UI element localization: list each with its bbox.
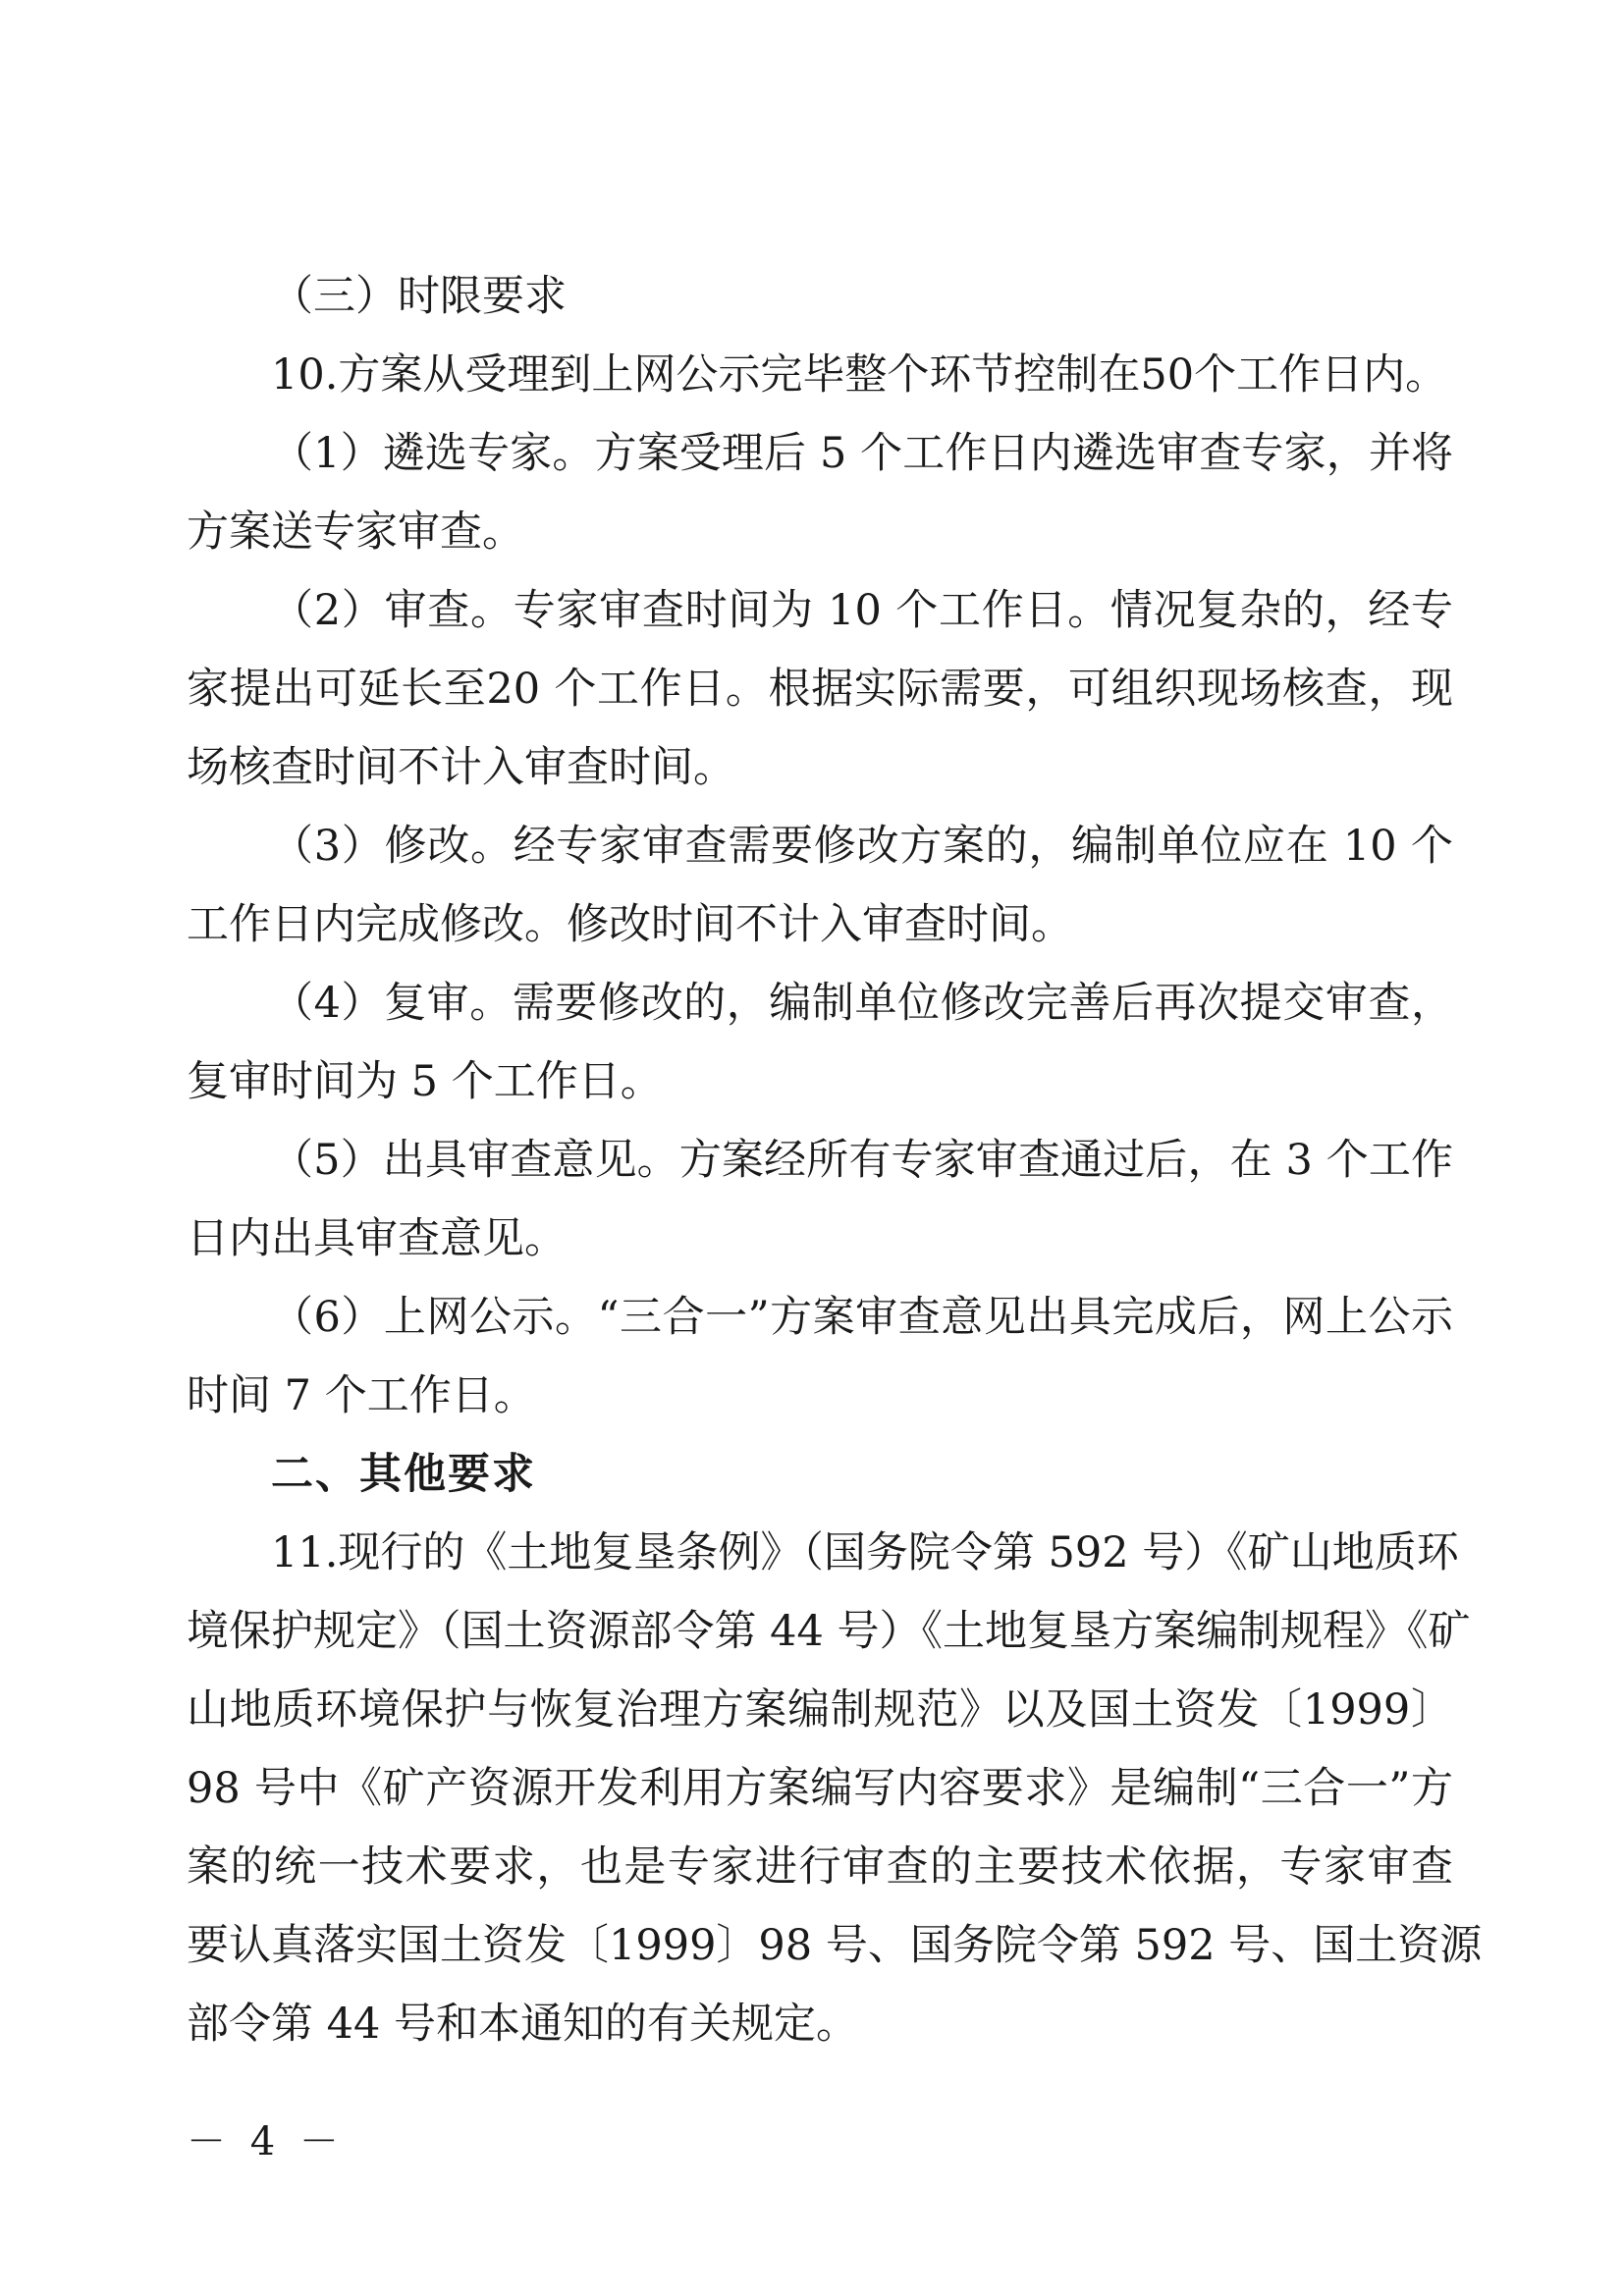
paragraph-sub-5-line-2: 日内出具审查意见。 — [187, 1214, 567, 1263]
paragraph-sub-4-line-2: 复审时间为 5 个工作日。 — [187, 1057, 663, 1106]
paragraph-sub-1-line-2: 方案送专家审查。 — [187, 507, 524, 557]
paragraph-item-11-line-3: 山地质环境保护与恢复治理方案编制规范》以及国土资发〔1999〕 — [187, 1685, 1453, 1735]
paragraph-sub-6-line-1: （6）上网公示。“三合一”方案审查意见出具完成后，网上公示 — [271, 1293, 1453, 1342]
paragraph-item-10: 10.方案从受理到上网公示完毕整个环节控制在50个工作日内。 — [271, 350, 1448, 400]
paragraph-item-11-line-6: 要认真落实国土资发〔1999〕98 号、国务院令第 592 号、国土资源 — [187, 1921, 1483, 1970]
paragraph-item-11-line-7: 部令第 44 号和本通知的有关规定。 — [187, 2000, 859, 2049]
paragraph-sub-2-line-3: 场核查时间不计入审查时间。 — [187, 743, 735, 792]
paragraph-sub-1-line-1: （1）遴选专家。方案受理后 5 个工作日内遴选审查专家，并将 — [271, 429, 1453, 478]
paragraph-sub-3-line-1: （3）修改。经专家审查需要修改方案的，编制单位应在 10 个 — [271, 822, 1453, 871]
paragraph-sub-6-line-2: 时间 7 个工作日。 — [187, 1371, 536, 1420]
paragraph-sub-5-line-1: （5）出具审查意见。方案经所有专家审查通过后，在 3 个工作 — [271, 1136, 1453, 1185]
paragraph-sub-2-line-1: （2）审查。专家审查时间为 10 个工作日。情况复杂的，经专 — [271, 586, 1453, 635]
section-heading: （三）时限要求 — [271, 272, 567, 321]
paragraph-item-11-line-2: 境保护规定》（国土资源部令第 44 号）《土地复垦方案编制规程》《矿 — [187, 1607, 1471, 1656]
document-body — [187, 257, 1483, 2063]
heading-other-requirements: 二、其他要求 — [271, 1450, 536, 1499]
paragraph-item-11-line-5: 案的统一技术要求，也是专家进行审查的主要技术依据，专家审查 — [187, 1842, 1453, 1892]
paragraph-item-11-line-4: 98 号中《矿产资源开发利用方案编写内容要求》是编制“三合一”方 — [187, 1764, 1453, 1813]
paragraph-item-11-line-1: 11.现行的《土地复垦条例》（国务院令第 592 号）《矿山地质环 — [271, 1528, 1459, 1577]
paragraph-sub-2-line-2: 家提出可延长至20 个工作日。根据实际需要，可组织现场核查，现 — [187, 665, 1453, 714]
paragraph-sub-4-line-1: （4）复审。需要修改的，编制单位修改完善后再次提交审查， — [271, 979, 1453, 1028]
paragraph-sub-3-line-2: 工作日内完成修改。修改时间不计入审查时间。 — [187, 900, 1073, 949]
page-number: － 4 － — [187, 2119, 345, 2164]
